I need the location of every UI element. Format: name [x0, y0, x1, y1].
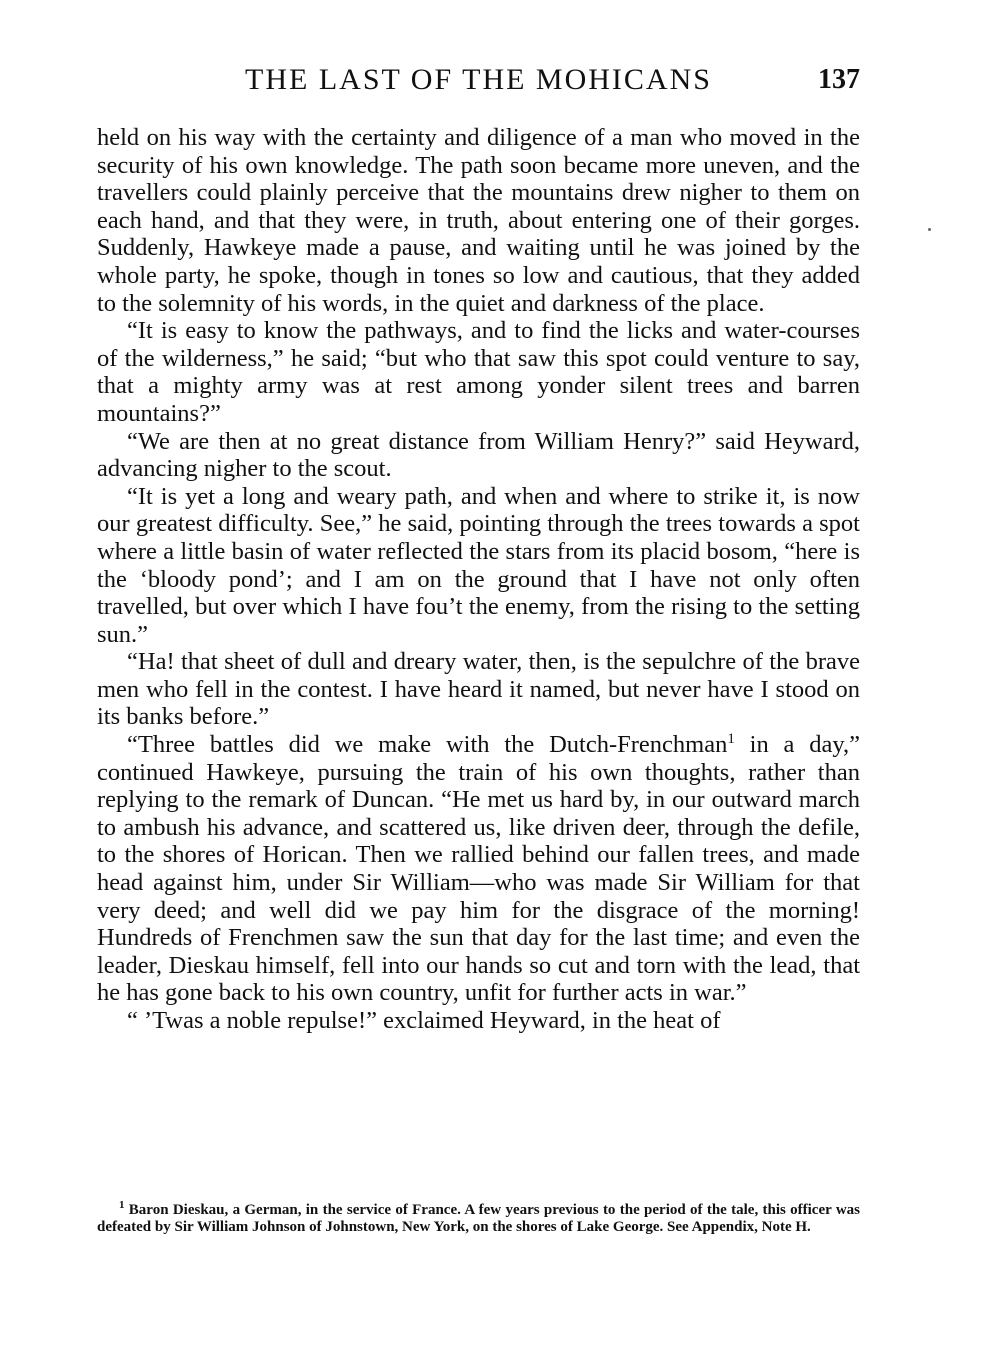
body-text: [97, 124, 860, 1035]
footnote-reference[interactable]: 1: [727, 730, 735, 747]
scan-speck: [928, 228, 931, 231]
paragraph-2: “It is easy to know the pathways, and to find the licks and water-courses of the wilderness,” he said; “but who that saw this spot could venture to say, that a mighty army was at rest among yonder silent trees and barren mountains?”: [97, 317, 860, 427]
page-number: 137: [818, 64, 860, 95]
running-head: [97, 60, 860, 100]
paragraph-6: [97, 731, 860, 1007]
footnote-mark: 1: [119, 1199, 125, 1211]
paragraph-7: “ ’Twas a noble repulse!” exclaimed Heyward, in the heat of: [127, 1007, 721, 1034]
paragraph-6-text-end: in a day,” continued Hawkeye, pursuing the train of his own thoughts, rather than replying to the remark of Duncan. “He met us hard by, in our outward march to ambush his advance, and scattered us, like driven deer, through the defile, to the shores of Horican. Then we rallied behind our fallen trees, and made head against him, under Sir William—who was made Sir William for that very deed; and well did we pay him for the disgrace of the morning! Hundreds of Frenchmen saw the sun that day for the last time; and even the leader, Dieskau himself, fell into our hands so cut and torn with the lead, that he has gone back to his own country, unfit for further acts in war.”: [97, 731, 860, 1007]
paragraph-1: held on his way with the certainty and diligence of a man who moved in the security of his own knowledge. The path soon became more uneven, and the travellers could plainly perceive that the mountains drew nigher to them on each hand, and that they were, in truth, about entering one of their gorges. Suddenly, Hawkeye made a pause, and waiting until he was joined by the whole party, he spoke, though in tones so low and cautious, that they added to the solemnity of his words, in the quiet and darkness of the place.: [97, 124, 860, 317]
footnote: [97, 1199, 860, 1236]
paragraph-5: “Ha! that sheet of dull and dreary water, then, is the sepulchre of the brave men who fell in the contest. I have heard it named, but never have I stood on its banks before.”: [97, 648, 860, 731]
paragraph-3: “We are then at no great distance from William Henry?” said Heyward, advancing nigher to the scout.: [97, 427, 860, 483]
book-title: THE LAST OF THE MOHICANS: [245, 63, 712, 96]
paragraph-6-text-start: “Three battles did we make with the Dutch-Frenchman: [127, 731, 728, 759]
footnote-text: Baron Dieskau, a German, in the service of France. A few years previous to the period of the tale, this officer was defeated by Sir William Johnson of Johnstown, New York, on the shores of Lake George. See Appendix, Note H.: [97, 1202, 860, 1235]
paragraph-4: “It is yet a long and weary path, and when and where to strike it, is now our greatest difficulty. See,” he said, pointing through the trees towards a spot where a little basin of water reflected the stars from its placid bosom, “here is the ‘bloody pond’; and I am on the ground that I have not only often travelled, but over which I have fou’t the enemy, from the rising to the setting sun.”: [97, 482, 860, 648]
